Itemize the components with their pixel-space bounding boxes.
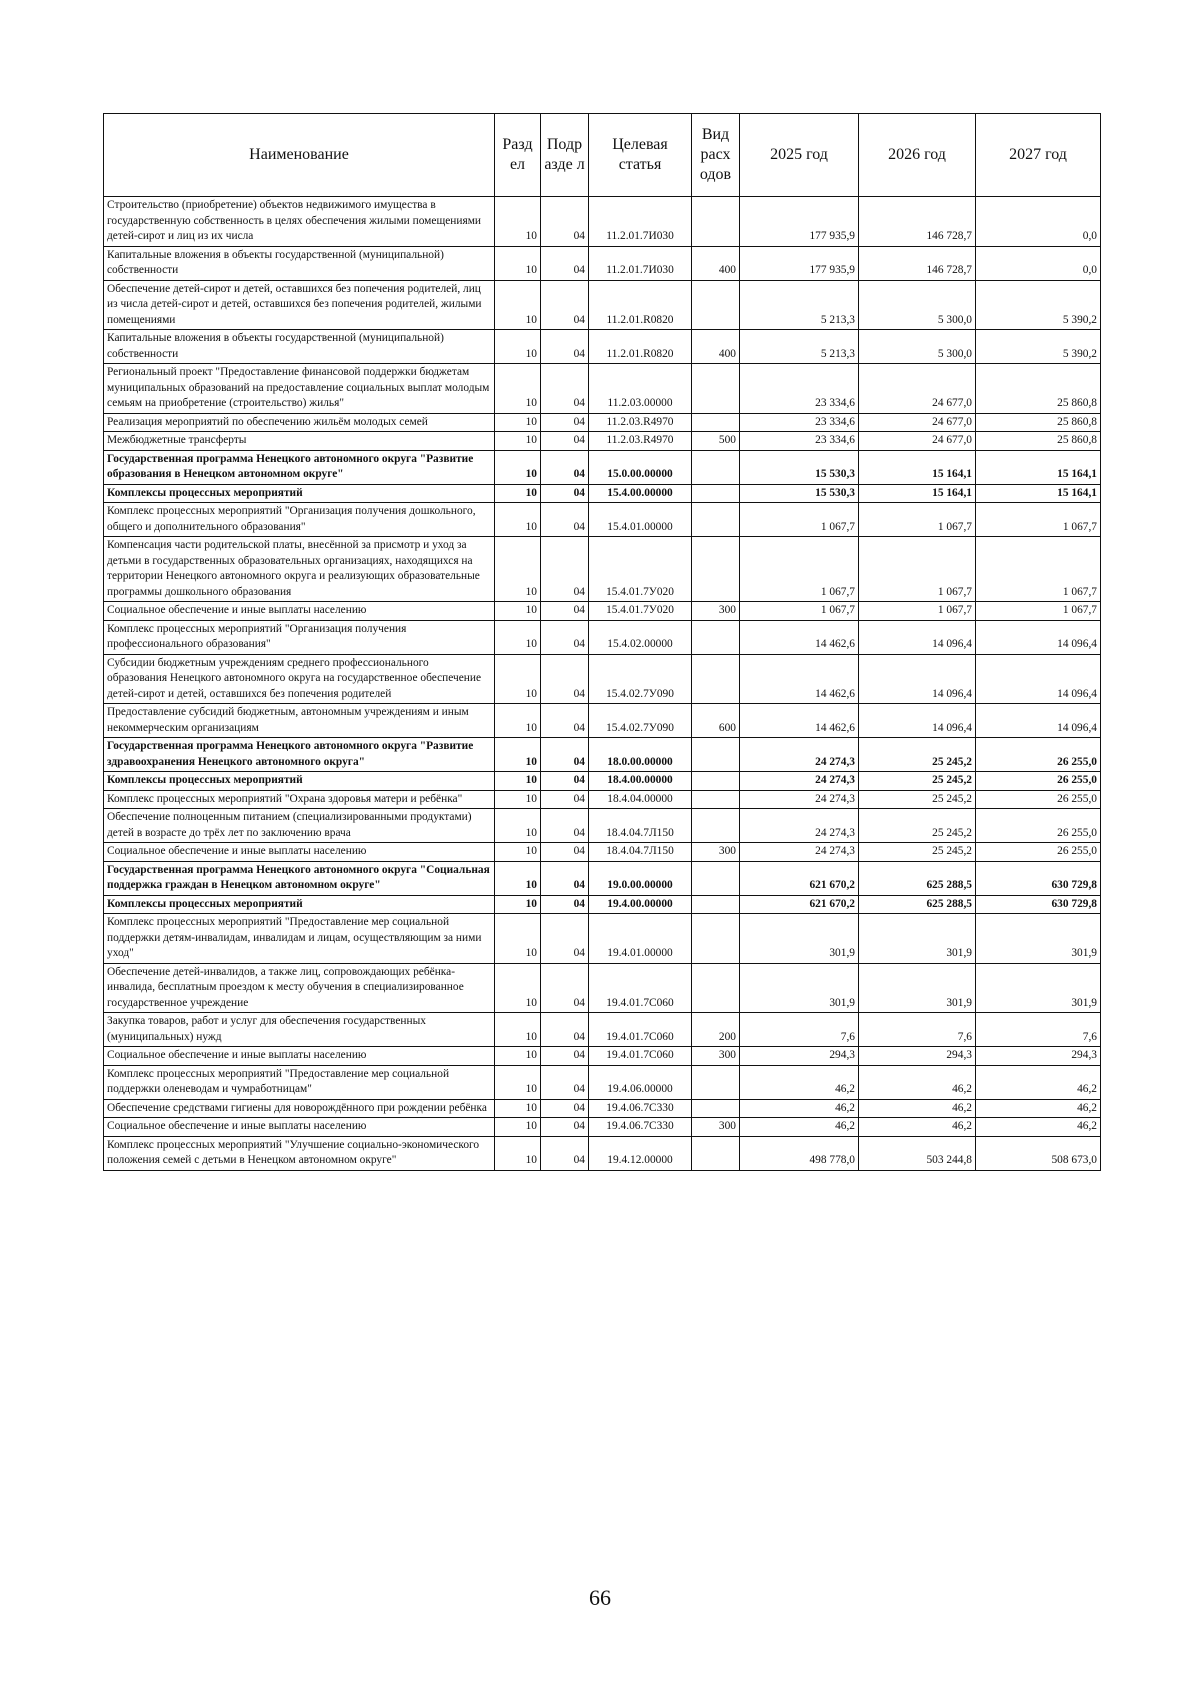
table-row <box>104 330 1101 364</box>
table-header-row <box>104 114 1101 197</box>
cell-type <box>692 738 740 772</box>
cell-section: 10 <box>495 1136 541 1170</box>
cell-target: 11.2.03.R4970 <box>589 432 692 451</box>
cell-type <box>692 620 740 654</box>
cell-section: 10 <box>495 738 541 772</box>
cell-type <box>692 772 740 791</box>
cell-2025: 24 274,3 <box>740 809 859 843</box>
cell-target: 11.2.01.R0820 <box>589 280 692 330</box>
cell-subsection: 04 <box>541 963 589 1013</box>
cell-2025: 1 067,7 <box>740 503 859 537</box>
cell-2025: 177 935,9 <box>740 246 859 280</box>
cell-2025: 177 935,9 <box>740 197 859 247</box>
cell-name: Комплекс процессных мероприятий "Организация получения профессионального образования" <box>104 620 495 654</box>
cell-section: 10 <box>495 1065 541 1099</box>
cell-2026: 25 245,2 <box>859 738 976 772</box>
cell-target: 19.4.06.7С330 <box>589 1099 692 1118</box>
cell-subsection: 04 <box>541 654 589 704</box>
cell-2026: 15 164,1 <box>859 484 976 503</box>
table-row <box>104 704 1101 738</box>
cell-target: 18.4.00.00000 <box>589 772 692 791</box>
cell-name: Социальное обеспечение и иные выплаты населению <box>104 1118 495 1137</box>
cell-target: 18.4.04.7Л150 <box>589 843 692 862</box>
cell-2027: 26 255,0 <box>976 790 1101 809</box>
table-row <box>104 1099 1101 1118</box>
cell-type <box>692 895 740 914</box>
cell-subsection: 04 <box>541 914 589 964</box>
header-2025: 2025 год <box>740 114 859 197</box>
cell-2027: 25 860,8 <box>976 413 1101 432</box>
cell-2026: 46,2 <box>859 1099 976 1118</box>
cell-section: 10 <box>495 1118 541 1137</box>
cell-2027: 0,0 <box>976 246 1101 280</box>
cell-section: 10 <box>495 654 541 704</box>
cell-2026: 25 245,2 <box>859 790 976 809</box>
cell-type <box>692 1099 740 1118</box>
cell-target: 18.0.00.00000 <box>589 738 692 772</box>
cell-2027: 14 096,4 <box>976 654 1101 704</box>
cell-2026: 14 096,4 <box>859 620 976 654</box>
cell-type <box>692 280 740 330</box>
cell-type: 600 <box>692 704 740 738</box>
cell-name: Социальное обеспечение и иные выплаты населению <box>104 843 495 862</box>
cell-2027: 508 673,0 <box>976 1136 1101 1170</box>
cell-subsection: 04 <box>541 738 589 772</box>
cell-section: 10 <box>495 432 541 451</box>
cell-2025: 14 462,6 <box>740 654 859 704</box>
cell-target: 19.4.01.00000 <box>589 914 692 964</box>
cell-2027: 301,9 <box>976 914 1101 964</box>
cell-section: 10 <box>495 1047 541 1066</box>
cell-type: 300 <box>692 1118 740 1137</box>
cell-name: Межбюджетные трансферты <box>104 432 495 451</box>
cell-subsection: 04 <box>541 1047 589 1066</box>
cell-2027: 26 255,0 <box>976 809 1101 843</box>
cell-type: 300 <box>692 843 740 862</box>
page-number: 66 <box>589 1585 611 1610</box>
cell-name: Закупка товаров, работ и услуг для обеспечения государственных (муниципальных) нужд <box>104 1013 495 1047</box>
cell-subsection: 04 <box>541 1065 589 1099</box>
cell-2026: 24 677,0 <box>859 432 976 451</box>
cell-target: 15.4.00.00000 <box>589 484 692 503</box>
table-row <box>104 432 1101 451</box>
header-subsection: Подр азде л <box>541 114 589 197</box>
table-row <box>104 246 1101 280</box>
cell-2026: 25 245,2 <box>859 809 976 843</box>
cell-2027: 0,0 <box>976 197 1101 247</box>
cell-section: 10 <box>495 914 541 964</box>
cell-2027: 1 067,7 <box>976 602 1101 621</box>
table-row <box>104 772 1101 791</box>
cell-section: 10 <box>495 413 541 432</box>
table-row <box>104 654 1101 704</box>
cell-type <box>692 914 740 964</box>
table-row <box>104 450 1101 484</box>
cell-2026: 503 244,8 <box>859 1136 976 1170</box>
cell-2027: 26 255,0 <box>976 772 1101 791</box>
cell-2026: 24 677,0 <box>859 364 976 414</box>
cell-name: Комплекс процессных мероприятий "Организация получения дошкольного, общего и дополнительного образования" <box>104 503 495 537</box>
cell-2026: 5 300,0 <box>859 330 976 364</box>
cell-2026: 24 677,0 <box>859 413 976 432</box>
header-section: Разд ел <box>495 114 541 197</box>
cell-subsection: 04 <box>541 772 589 791</box>
cell-2026: 25 245,2 <box>859 772 976 791</box>
cell-type <box>692 537 740 602</box>
cell-target: 15.4.02.7У090 <box>589 654 692 704</box>
table-row <box>104 1047 1101 1066</box>
cell-type <box>692 1136 740 1170</box>
cell-target: 19.4.06.00000 <box>589 1065 692 1099</box>
cell-subsection: 04 <box>541 503 589 537</box>
cell-2026: 625 288,5 <box>859 861 976 895</box>
table-row <box>104 620 1101 654</box>
cell-target: 15.4.01.00000 <box>589 503 692 537</box>
cell-subsection: 04 <box>541 330 589 364</box>
header-target: Целевая статья <box>589 114 692 197</box>
cell-2025: 15 530,3 <box>740 450 859 484</box>
table-row <box>104 364 1101 414</box>
table-row <box>104 503 1101 537</box>
cell-name: Комплекс процессных мероприятий "Предоставление мер социальной поддержки оленеводам и чумработницам" <box>104 1065 495 1099</box>
cell-target: 11.2.03.00000 <box>589 364 692 414</box>
table-row <box>104 790 1101 809</box>
cell-subsection: 04 <box>541 1013 589 1047</box>
cell-type <box>692 364 740 414</box>
cell-target: 15.4.02.00000 <box>589 620 692 654</box>
cell-subsection: 04 <box>541 1118 589 1137</box>
table-row <box>104 1013 1101 1047</box>
cell-2027: 26 255,0 <box>976 738 1101 772</box>
cell-type <box>692 413 740 432</box>
table-row <box>104 1118 1101 1137</box>
cell-type: 300 <box>692 1047 740 1066</box>
cell-name: Комплексы процессных мероприятий <box>104 895 495 914</box>
cell-subsection: 04 <box>541 843 589 862</box>
cell-type: 400 <box>692 330 740 364</box>
cell-subsection: 04 <box>541 197 589 247</box>
header-name: Наименование <box>104 114 495 197</box>
cell-section: 10 <box>495 809 541 843</box>
cell-2025: 621 670,2 <box>740 895 859 914</box>
cell-target: 15.4.01.7У020 <box>589 537 692 602</box>
cell-2026: 15 164,1 <box>859 450 976 484</box>
table-row <box>104 1136 1101 1170</box>
cell-section: 10 <box>495 620 541 654</box>
cell-section: 10 <box>495 537 541 602</box>
cell-name: Капитальные вложения в объекты государственной (муниципальной) собственности <box>104 330 495 364</box>
cell-2025: 46,2 <box>740 1118 859 1137</box>
table-row <box>104 963 1101 1013</box>
cell-2025: 294,3 <box>740 1047 859 1066</box>
table-row <box>104 280 1101 330</box>
cell-name: Обеспечение детей-сирот и детей, оставшихся без попечения родителей, лиц из числа детей-сирот и детей, оставшихся без попечения родителей, жилыми помещениями <box>104 280 495 330</box>
cell-target: 19.4.12.00000 <box>589 1136 692 1170</box>
cell-target: 19.4.00.00000 <box>589 895 692 914</box>
cell-2027: 14 096,4 <box>976 704 1101 738</box>
cell-name: Государственная программа Ненецкого автономного округа "Развитие образования в Ненецком автономном округе" <box>104 450 495 484</box>
header-2026: 2026 год <box>859 114 976 197</box>
cell-name: Обеспечение полноценным питанием (специализированными продуктами) детей в возрасте до трёх лет по заключению врача <box>104 809 495 843</box>
cell-subsection: 04 <box>541 1136 589 1170</box>
cell-2027: 15 164,1 <box>976 450 1101 484</box>
cell-section: 10 <box>495 280 541 330</box>
cell-target: 19.4.01.7С060 <box>589 1047 692 1066</box>
cell-subsection: 04 <box>541 895 589 914</box>
cell-section: 10 <box>495 484 541 503</box>
cell-name: Комплекс процессных мероприятий "Улучшение социально-экономического положения семей с детьми в Ненецком автономном округе" <box>104 1136 495 1170</box>
cell-section: 10 <box>495 503 541 537</box>
cell-2025: 301,9 <box>740 963 859 1013</box>
cell-2027: 294,3 <box>976 1047 1101 1066</box>
cell-2025: 7,6 <box>740 1013 859 1047</box>
cell-2026: 25 245,2 <box>859 843 976 862</box>
table-row <box>104 914 1101 964</box>
cell-2025: 301,9 <box>740 914 859 964</box>
cell-name: Компенсация части родительской платы, внесённой за присмотр и уход за детьми в государственных образовательных организациях, находящихся на территории Ненецкого автономного округа и реализующих образовательные программы дошкольного образования <box>104 537 495 602</box>
cell-target: 19.4.06.7С330 <box>589 1118 692 1137</box>
cell-subsection: 04 <box>541 364 589 414</box>
cell-subsection: 04 <box>541 861 589 895</box>
cell-name: Государственная программа Ненецкого автономного округа "Развитие здравоохранения Ненецкого автономного округа" <box>104 738 495 772</box>
cell-2025: 498 778,0 <box>740 1136 859 1170</box>
cell-section: 10 <box>495 963 541 1013</box>
cell-name: Государственная программа Ненецкого автономного округа "Социальная поддержка граждан в Ненецком автономном округе" <box>104 861 495 895</box>
cell-name: Комплексы процессных мероприятий <box>104 772 495 791</box>
cell-2027: 25 860,8 <box>976 432 1101 451</box>
cell-2027: 301,9 <box>976 963 1101 1013</box>
cell-2026: 1 067,7 <box>859 537 976 602</box>
cell-2026: 146 728,7 <box>859 246 976 280</box>
cell-2025: 14 462,6 <box>740 620 859 654</box>
cell-2025: 14 462,6 <box>740 704 859 738</box>
budget-table <box>103 113 1101 1171</box>
cell-2026: 14 096,4 <box>859 704 976 738</box>
cell-type <box>692 790 740 809</box>
cell-subsection: 04 <box>541 602 589 621</box>
cell-2027: 25 860,8 <box>976 364 1101 414</box>
cell-section: 10 <box>495 602 541 621</box>
cell-target: 19.0.00.00000 <box>589 861 692 895</box>
cell-subsection: 04 <box>541 620 589 654</box>
cell-target: 11.2.01.7И030 <box>589 197 692 247</box>
cell-subsection: 04 <box>541 484 589 503</box>
cell-type: 500 <box>692 432 740 451</box>
cell-type <box>692 654 740 704</box>
cell-2025: 24 274,3 <box>740 772 859 791</box>
table-row <box>104 537 1101 602</box>
cell-target: 15.4.01.7У020 <box>589 602 692 621</box>
table-row <box>104 843 1101 862</box>
cell-name: Обеспечение детей-инвалидов, а также лиц, сопровождающих ребёнка-инвалида, бесплатным проездом к месту обучения в специализированное государственное учреждение <box>104 963 495 1013</box>
cell-name: Комплекс процессных мероприятий "Предоставление мер социальной поддержки детям-инвалидам, инвалидам и лицам, осуществляющим за ними уход" <box>104 914 495 964</box>
cell-name: Обеспечение средствами гигиены для новорождённого при рождении ребёнка <box>104 1099 495 1118</box>
cell-2027: 46,2 <box>976 1065 1101 1099</box>
cell-2025: 46,2 <box>740 1065 859 1099</box>
cell-2026: 625 288,5 <box>859 895 976 914</box>
cell-target: 19.4.01.7С060 <box>589 1013 692 1047</box>
cell-section: 10 <box>495 1099 541 1118</box>
cell-target: 11.2.03.R4970 <box>589 413 692 432</box>
cell-subsection: 04 <box>541 790 589 809</box>
cell-2026: 301,9 <box>859 914 976 964</box>
cell-subsection: 04 <box>541 450 589 484</box>
cell-target: 15.0.00.00000 <box>589 450 692 484</box>
cell-2025: 5 213,3 <box>740 330 859 364</box>
cell-name: Региональный проект "Предоставление финансовой поддержки бюджетам муниципальных образований на предоставление социальных выплат молодым семьям на приобретение (строительство) жилья" <box>104 364 495 414</box>
cell-type <box>692 503 740 537</box>
table-row <box>104 895 1101 914</box>
table-row <box>104 484 1101 503</box>
cell-name: Реализация мероприятий по обеспечению жильём молодых семей <box>104 413 495 432</box>
cell-name: Предоставление субсидий бюджетным, автономным учреждениям и иным некоммерческим организациям <box>104 704 495 738</box>
cell-2026: 1 067,7 <box>859 602 976 621</box>
cell-2027: 26 255,0 <box>976 843 1101 862</box>
cell-2027: 7,6 <box>976 1013 1101 1047</box>
cell-type <box>692 861 740 895</box>
cell-2025: 23 334,6 <box>740 364 859 414</box>
cell-name: Капитальные вложения в объекты государственной (муниципальной) собственности <box>104 246 495 280</box>
cell-name: Субсидии бюджетным учреждениям среднего профессионального образования Ненецкого автономного округа на государственное обеспечение детей-сирот и детей, оставшихся без попечения родителей <box>104 654 495 704</box>
cell-2025: 23 334,6 <box>740 432 859 451</box>
cell-subsection: 04 <box>541 413 589 432</box>
cell-2027: 630 729,8 <box>976 861 1101 895</box>
cell-target: 18.4.04.00000 <box>589 790 692 809</box>
cell-2026: 146 728,7 <box>859 197 976 247</box>
cell-section: 10 <box>495 197 541 247</box>
cell-2027: 46,2 <box>976 1099 1101 1118</box>
cell-section: 10 <box>495 704 541 738</box>
cell-2025: 1 067,7 <box>740 602 859 621</box>
cell-2026: 294,3 <box>859 1047 976 1066</box>
cell-subsection: 04 <box>541 432 589 451</box>
cell-2025: 1 067,7 <box>740 537 859 602</box>
table-row <box>104 197 1101 247</box>
cell-section: 10 <box>495 790 541 809</box>
cell-type: 200 <box>692 1013 740 1047</box>
cell-2025: 23 334,6 <box>740 413 859 432</box>
cell-subsection: 04 <box>541 280 589 330</box>
cell-name: Социальное обеспечение и иные выплаты населению <box>104 1047 495 1066</box>
cell-2026: 46,2 <box>859 1065 976 1099</box>
cell-type <box>692 450 740 484</box>
header-2027: 2027 год <box>976 114 1101 197</box>
cell-2026: 7,6 <box>859 1013 976 1047</box>
cell-target: 15.4.02.7У090 <box>589 704 692 738</box>
cell-type <box>692 809 740 843</box>
cell-type: 300 <box>692 602 740 621</box>
cell-2025: 46,2 <box>740 1099 859 1118</box>
cell-2027: 5 390,2 <box>976 280 1101 330</box>
cell-2026: 301,9 <box>859 963 976 1013</box>
cell-name: Строительство (приобретение) объектов недвижимого имущества в государственную собственность в целях обеспечения жилыми помещениями детей-сирот и лиц из их числа <box>104 197 495 247</box>
cell-section: 10 <box>495 843 541 862</box>
cell-type <box>692 1065 740 1099</box>
cell-type <box>692 197 740 247</box>
table-row <box>104 861 1101 895</box>
cell-2026: 14 096,4 <box>859 654 976 704</box>
table-body <box>104 197 1101 1171</box>
cell-target: 19.4.01.7С060 <box>589 963 692 1013</box>
cell-target: 18.4.04.7Л150 <box>589 809 692 843</box>
table-row <box>104 413 1101 432</box>
cell-2027: 5 390,2 <box>976 330 1101 364</box>
cell-subsection: 04 <box>541 809 589 843</box>
table-row <box>104 602 1101 621</box>
header-type: Вид расх одов <box>692 114 740 197</box>
cell-2026: 5 300,0 <box>859 280 976 330</box>
cell-name: Комплекс процессных мероприятий "Охрана здоровья матери и ребёнка" <box>104 790 495 809</box>
cell-name: Комплексы процессных мероприятий <box>104 484 495 503</box>
cell-name: Социальное обеспечение и иные выплаты населению <box>104 602 495 621</box>
cell-section: 10 <box>495 330 541 364</box>
cell-2025: 15 530,3 <box>740 484 859 503</box>
cell-section: 10 <box>495 246 541 280</box>
cell-2027: 14 096,4 <box>976 620 1101 654</box>
cell-subsection: 04 <box>541 537 589 602</box>
cell-type: 400 <box>692 246 740 280</box>
cell-2027: 46,2 <box>976 1118 1101 1137</box>
cell-section: 10 <box>495 772 541 791</box>
cell-2027: 1 067,7 <box>976 503 1101 537</box>
cell-2027: 15 164,1 <box>976 484 1101 503</box>
cell-target: 11.2.01.7И030 <box>589 246 692 280</box>
table-row <box>104 809 1101 843</box>
cell-section: 10 <box>495 861 541 895</box>
cell-2025: 24 274,3 <box>740 790 859 809</box>
cell-2025: 5 213,3 <box>740 280 859 330</box>
cell-2027: 630 729,8 <box>976 895 1101 914</box>
cell-subsection: 04 <box>541 704 589 738</box>
cell-section: 10 <box>495 1013 541 1047</box>
cell-2025: 24 274,3 <box>740 843 859 862</box>
cell-section: 10 <box>495 364 541 414</box>
cell-2027: 1 067,7 <box>976 537 1101 602</box>
cell-type <box>692 963 740 1013</box>
cell-2025: 621 670,2 <box>740 861 859 895</box>
cell-target: 11.2.01.R0820 <box>589 330 692 364</box>
cell-2025: 24 274,3 <box>740 738 859 772</box>
table-row <box>104 738 1101 772</box>
cell-subsection: 04 <box>541 246 589 280</box>
cell-subsection: 04 <box>541 1099 589 1118</box>
cell-2026: 1 067,7 <box>859 503 976 537</box>
cell-2026: 46,2 <box>859 1118 976 1137</box>
cell-section: 10 <box>495 450 541 484</box>
cell-type <box>692 484 740 503</box>
cell-section: 10 <box>495 895 541 914</box>
table-row <box>104 1065 1101 1099</box>
